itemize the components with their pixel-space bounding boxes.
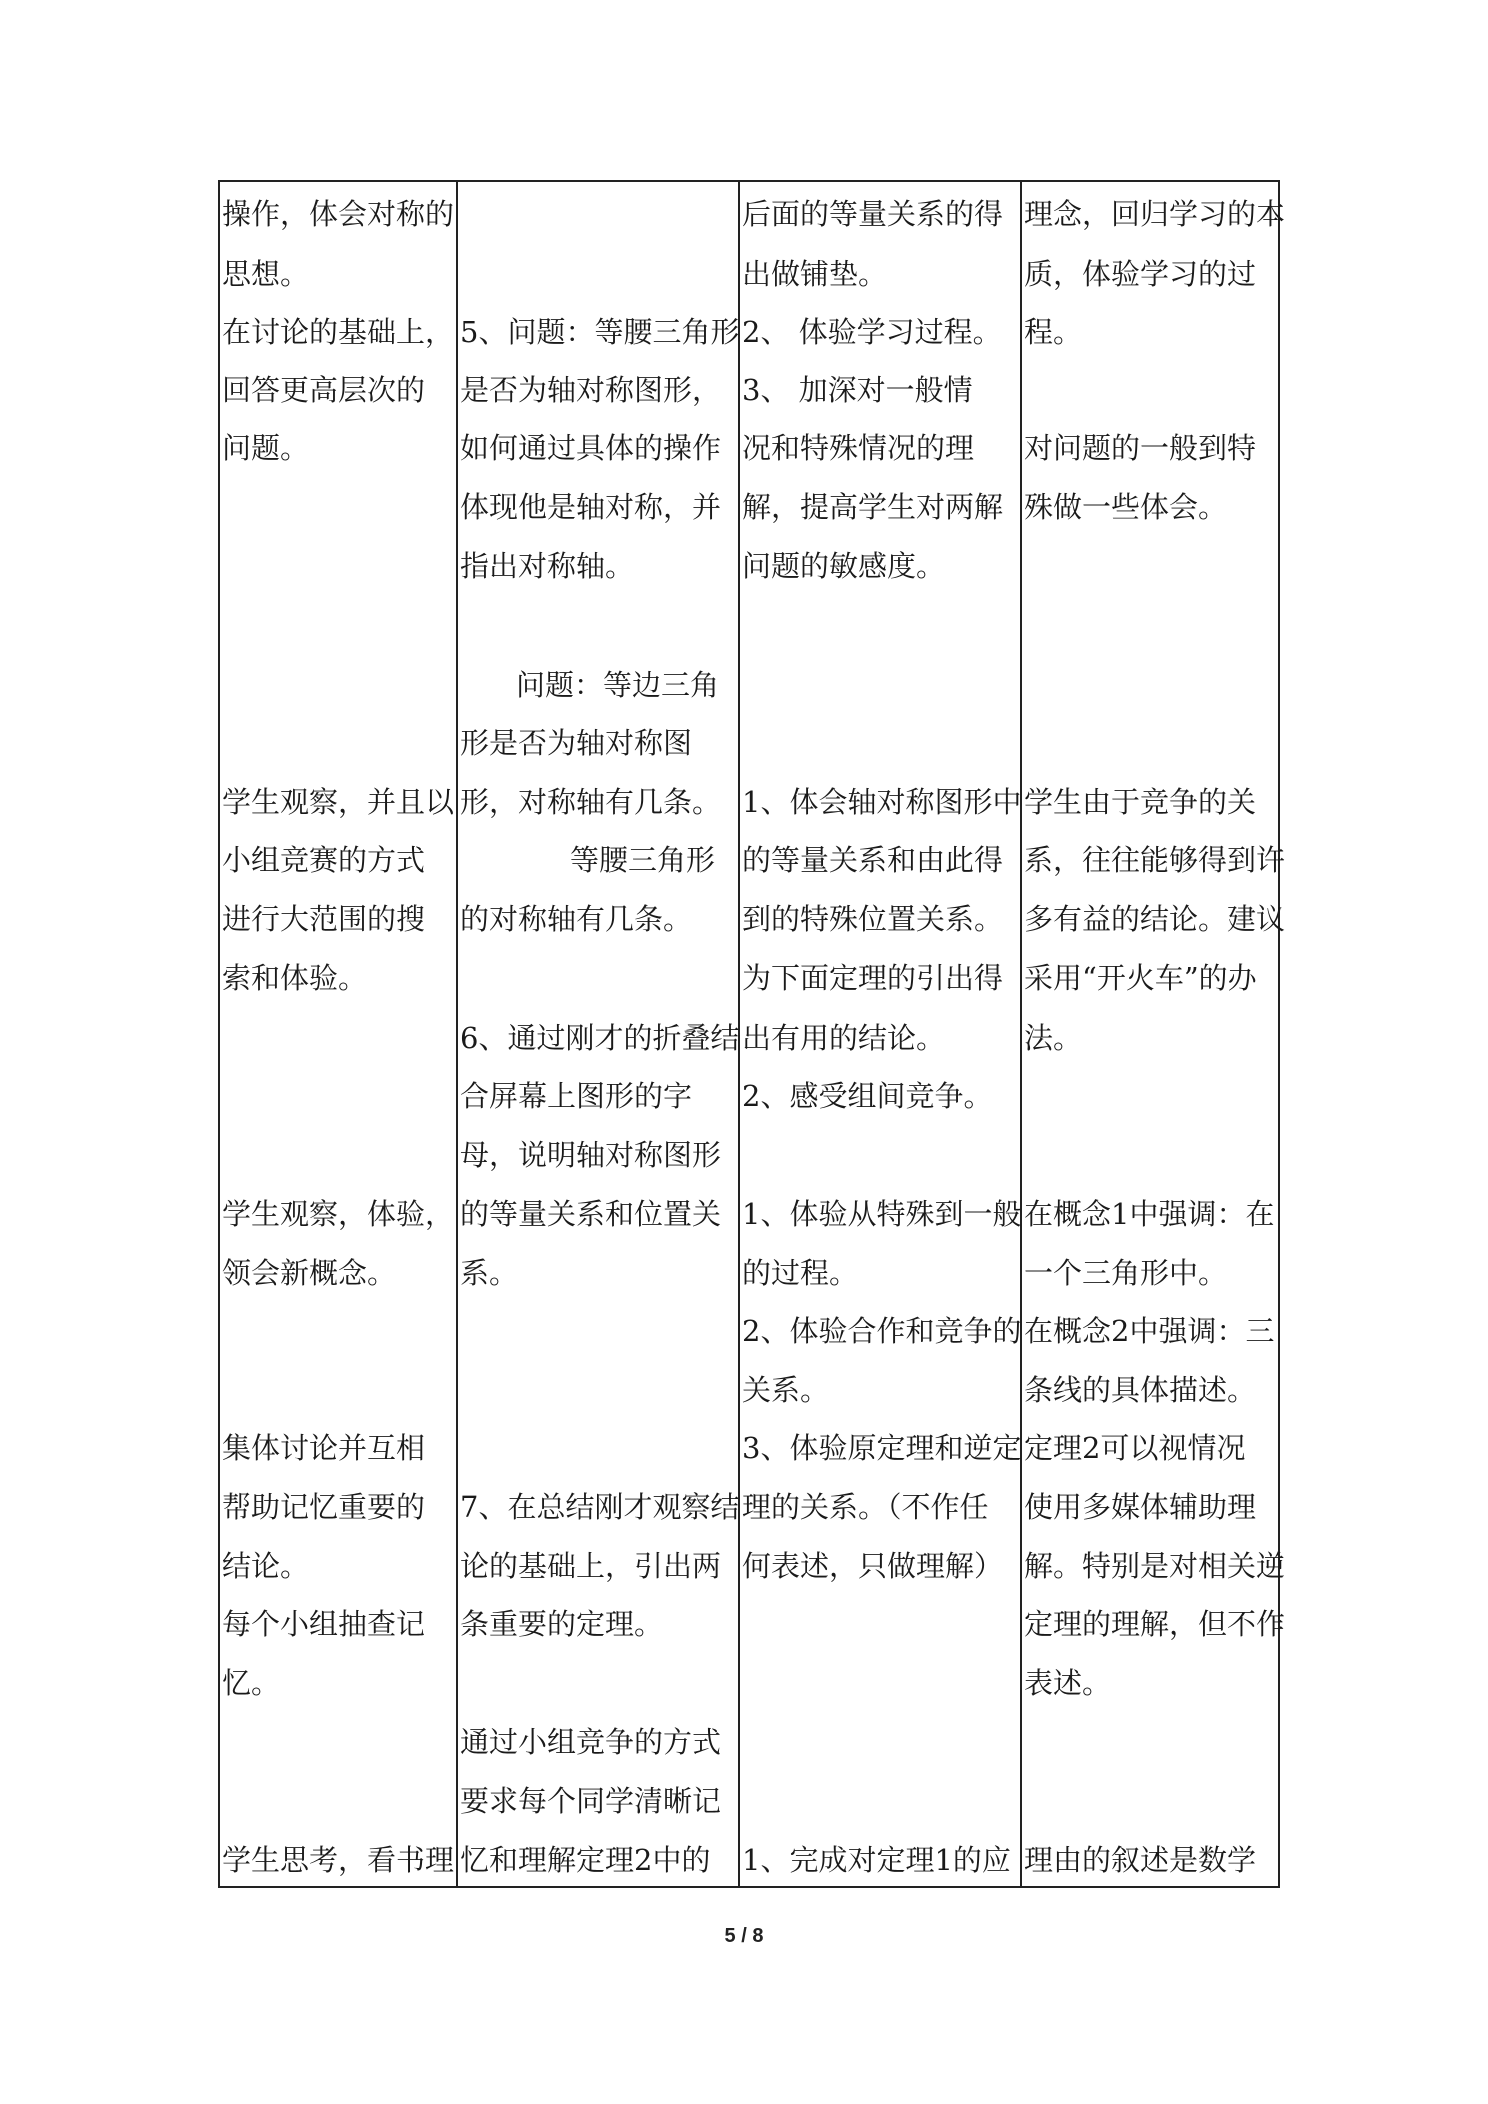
cell-line: 帮助记忆重要的 — [222, 1490, 426, 1524]
cell-line: 每个小组抽查记 — [222, 1607, 426, 1641]
student-activity-column — [220, 182, 456, 1886]
cell-line: 学生由于竞争的关 — [1024, 785, 1257, 819]
cell-line: 学生观察，并且以 — [222, 785, 455, 819]
cell-line: 为下面定理的引出得 — [742, 961, 1004, 995]
cell-line: 体现他是轴对称，并 — [460, 490, 722, 524]
cell-line: 质，体验学习的过 — [1024, 257, 1257, 291]
cell-line: 学生思考，看书理 — [222, 1843, 455, 1877]
cell-line: 系。 — [460, 1256, 519, 1290]
cell-line: 殊做一些体会。 — [1024, 490, 1228, 524]
cell-line: 何表述，只做理解） — [742, 1549, 1004, 1583]
cell-line: 问题。 — [222, 431, 310, 465]
cell-line: 学生观察，体验， — [222, 1197, 455, 1231]
cell-line: 形，对称轴有几条。 — [460, 785, 722, 819]
cell-line: 合屏幕上图形的字 — [460, 1079, 693, 1113]
cell-line: 理念，回归学习的本 — [1024, 197, 1286, 231]
cell-line: 定理2可以视情况 — [1024, 1431, 1246, 1465]
cell-line: 对问题的一般到特 — [1024, 431, 1257, 465]
cell-line: 如何通过具体的操作 — [460, 431, 722, 465]
cell-line: 指出对称轴。 — [460, 549, 635, 583]
design-intent-column — [740, 182, 1020, 1886]
cell-line: 使用多媒体辅助理 — [1024, 1490, 1257, 1524]
cell-line: 思想。 — [222, 257, 310, 291]
cell-line: 操作，体会对称的 — [222, 197, 455, 231]
cell-line: 7、在总结刚才观察结 — [460, 1490, 740, 1524]
cell-line: 一个三角形中。 — [1024, 1256, 1228, 1290]
cell-line: 3、 加深对一般情 — [742, 373, 973, 407]
cell-line: 到的特殊位置关系。 — [742, 902, 1004, 936]
cell-line: 等腰三角形 — [570, 843, 716, 877]
cell-line: 多有益的结论。建议 — [1024, 902, 1286, 936]
cell-line: 问题的敏感度。 — [742, 549, 946, 583]
notes-column — [1022, 182, 1286, 1886]
cell-line: 5、问题：等腰三角形 — [460, 315, 740, 349]
cell-line: 理由的叙述是数学 — [1024, 1843, 1257, 1877]
cell-line: 回答更高层次的 — [222, 373, 426, 407]
cell-line: 在讨论的基础上， — [222, 315, 455, 349]
cell-line: 后面的等量关系的得 — [742, 197, 1004, 231]
cell-line: 1、完成对定理1的应 — [742, 1843, 1011, 1877]
cell-line: 在概念2中强调：三 — [1024, 1314, 1275, 1348]
cell-line: 索和体验。 — [222, 961, 368, 995]
cell-line: 定理的理解，但不作 — [1024, 1607, 1286, 1641]
cell-line: 程。 — [1024, 315, 1083, 349]
cell-line: 形是否为轴对称图 — [460, 726, 693, 760]
cell-line: 母，说明轴对称图形 — [460, 1138, 722, 1172]
cell-line: 忆。 — [222, 1666, 281, 1700]
cell-line: 结论。 — [222, 1549, 310, 1583]
cell-line: 1、体会轴对称图形中 — [742, 785, 1022, 819]
cell-line: 3、体验原定理和逆定 — [742, 1431, 1022, 1465]
teacher-activity-column — [458, 182, 738, 1886]
cell-line: 是否为轴对称图形， — [460, 373, 722, 407]
cell-line: 出有用的结论。 — [742, 1021, 946, 1055]
cell-line: 解，提高学生对两解 — [742, 490, 1004, 524]
cell-line: 解。特别是对相关逆 — [1024, 1549, 1286, 1583]
cell-line: 2、体验合作和竞争的 — [742, 1314, 1022, 1348]
cell-line: 法。 — [1024, 1021, 1083, 1055]
cell-line: 条重要的定理。 — [460, 1607, 664, 1641]
cell-line: 论的基础上，引出两 — [460, 1549, 722, 1583]
cell-line: 采用“开火车”的办 — [1024, 961, 1257, 995]
cell-line: 忆和理解定理2中的 — [460, 1843, 711, 1877]
cell-line: 小组竞赛的方式 — [222, 843, 426, 877]
cell-line: 条线的具体描述。 — [1024, 1373, 1257, 1407]
cell-line: 2、 体验学习过程。 — [742, 315, 1002, 349]
cell-line: 2、感受组间竞争。 — [742, 1079, 993, 1113]
cell-line: 集体讨论并互相 — [222, 1431, 426, 1465]
cell-line: 系，往往能够得到许 — [1024, 843, 1286, 877]
cell-line: 进行大范围的搜 — [222, 902, 426, 936]
lesson-plan-table — [218, 180, 1286, 1888]
cell-line: 1、体验从特殊到一般 — [742, 1197, 1022, 1231]
cell-line: 的等量关系和位置关 — [460, 1197, 722, 1231]
cell-line: 领会新概念。 — [222, 1256, 397, 1290]
cell-line: 况和特殊情况的理 — [742, 431, 975, 465]
cell-line: 在概念1中强调：在 — [1024, 1197, 1275, 1231]
cell-line: 的等量关系和由此得 — [742, 843, 1004, 877]
cell-line: 关系。 — [742, 1373, 830, 1407]
cell-line: 要求每个同学清晰记 — [460, 1784, 722, 1818]
cell-line: 出做铺垫。 — [742, 257, 888, 291]
cell-line: 的过程。 — [742, 1256, 859, 1290]
cell-line: 6、通过刚才的折叠结 — [460, 1021, 740, 1055]
cell-line: 的对称轴有几条。 — [460, 902, 693, 936]
cell-line: 表述。 — [1024, 1666, 1112, 1700]
cell-line: 理的关系。（不作任 — [742, 1490, 989, 1524]
page-number: 5 / 8 — [724, 1925, 764, 1947]
cell-line: 通过小组竞争的方式 — [460, 1725, 722, 1759]
cell-line: 问题：等边三角 — [516, 668, 720, 702]
